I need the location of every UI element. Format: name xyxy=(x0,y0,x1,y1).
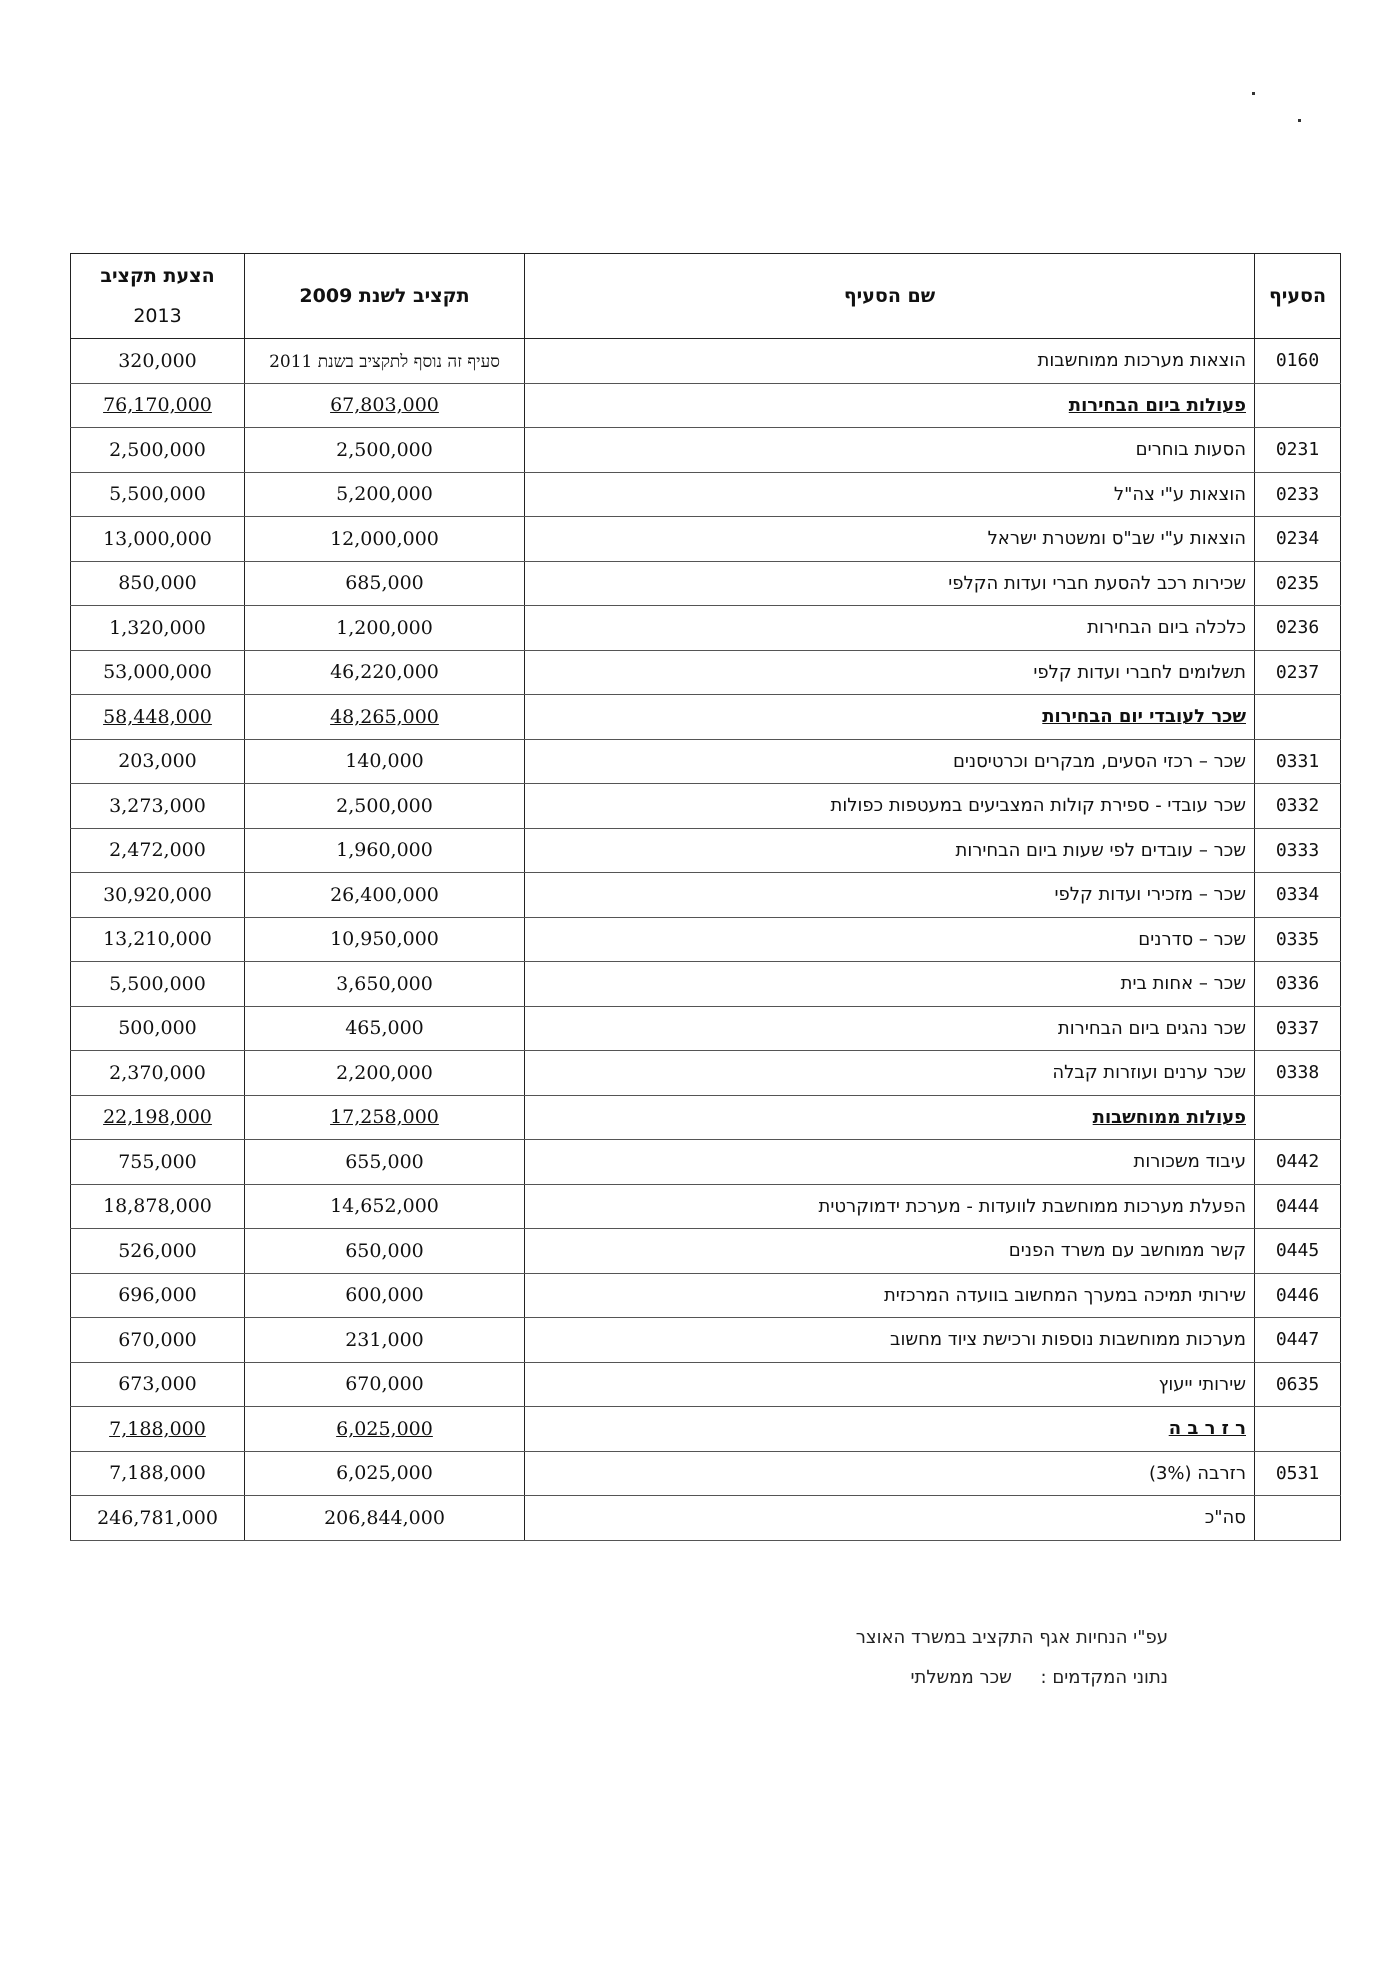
cell-budget-2009: 5,200,000 xyxy=(245,472,525,517)
cell-item-code: 0531 xyxy=(1255,1451,1341,1496)
cell-proposal-2013: 320,000 xyxy=(71,339,245,384)
table-row xyxy=(71,650,1341,695)
cell-item-code: 0444 xyxy=(1255,1184,1341,1229)
cell-proposal-2013: 203,000 xyxy=(71,739,245,784)
cell-item-code: 0237 xyxy=(1255,650,1341,695)
table-row xyxy=(71,784,1341,829)
table-row xyxy=(71,472,1341,517)
scan-mark xyxy=(1298,119,1301,122)
cell-item-code: 0442 xyxy=(1255,1140,1341,1185)
cell-item-code: 0338 xyxy=(1255,1051,1341,1096)
cell-item-code xyxy=(1255,695,1341,740)
cell-item-name: מערכות ממוחשבות נוספות ורכישת ציוד מחשוב xyxy=(525,1318,1255,1363)
table-row xyxy=(71,917,1341,962)
cell-item-code: 0235 xyxy=(1255,561,1341,606)
scan-mark xyxy=(1252,92,1255,95)
cell-item-code: 0447 xyxy=(1255,1318,1341,1363)
cell-item-name: רזרבה (3%) xyxy=(525,1451,1255,1496)
cell-proposal-2013: 696,000 xyxy=(71,1273,245,1318)
cell-budget-2009: 46,220,000 xyxy=(245,650,525,695)
cell-item-name: שכירות רכב להסעת חברי ועדות הקלפי xyxy=(525,561,1255,606)
cell-proposal-2013: 13,000,000 xyxy=(71,517,245,562)
cell-proposal-2013: 7,188,000 xyxy=(71,1407,245,1452)
cell-budget-2009: 670,000 xyxy=(245,1362,525,1407)
cell-budget-2009: 465,000 xyxy=(245,1006,525,1051)
cell-proposal-2013: 5,500,000 xyxy=(71,962,245,1007)
table-row xyxy=(71,1006,1341,1051)
table-row xyxy=(71,873,1341,918)
table-row xyxy=(71,828,1341,873)
cell-budget-2009: 26,400,000 xyxy=(245,873,525,918)
cell-item-name: הפעלת מערכות ממוחשבת לוועדות - מערכת ידמוקרטית xyxy=(525,1184,1255,1229)
cell-budget-2009: 655,000 xyxy=(245,1140,525,1185)
cell-item-code: 0334 xyxy=(1255,873,1341,918)
cell-proposal-2013: 670,000 xyxy=(71,1318,245,1363)
cell-proposal-2013: 2,370,000 xyxy=(71,1051,245,1096)
cell-proposal-2013: 755,000 xyxy=(71,1140,245,1185)
cell-item-name: הוצאות ע"י שב"ס ומשטרת ישראל xyxy=(525,517,1255,562)
footer-coefficients-value: שכר ממשלתי xyxy=(910,1667,1012,1688)
cell-item-code: 0446 xyxy=(1255,1273,1341,1318)
cell-proposal-2013: 2,500,000 xyxy=(71,428,245,473)
cell-item-code: 0231 xyxy=(1255,428,1341,473)
cell-budget-2009: 3,650,000 xyxy=(245,962,525,1007)
table-row xyxy=(71,517,1341,562)
header-proposal-2013-line1: הצעת תקציב xyxy=(100,265,215,287)
table-row xyxy=(71,1229,1341,1274)
cell-item-name: שכר – רכזי הסעים, מבקרים וכרטיסנים xyxy=(525,739,1255,784)
cell-budget-2009: 650,000 xyxy=(245,1229,525,1274)
cell-item-name: שכר – אחות בית xyxy=(525,962,1255,1007)
cell-item-name: סה"כ xyxy=(525,1496,1255,1541)
table-row xyxy=(71,739,1341,784)
table-body xyxy=(71,339,1341,1541)
table-row xyxy=(71,695,1341,740)
table-row xyxy=(71,1095,1341,1140)
cell-item-code: 0331 xyxy=(1255,739,1341,784)
cell-budget-2009: 48,265,000 xyxy=(245,695,525,740)
cell-item-code: 0233 xyxy=(1255,472,1341,517)
cell-item-name: קשר ממוחשב עם משרד הפנים xyxy=(525,1229,1255,1274)
cell-budget-2009: 685,000 xyxy=(245,561,525,606)
cell-proposal-2013: 58,448,000 xyxy=(71,695,245,740)
cell-item-name: שכר – סדרנים xyxy=(525,917,1255,962)
cell-proposal-2013: 2,472,000 xyxy=(71,828,245,873)
cell-item-name: שכר – עובדים לפי שעות ביום הבחירות xyxy=(525,828,1255,873)
cell-item-code: 0337 xyxy=(1255,1006,1341,1051)
cell-budget-2009: 1,960,000 xyxy=(245,828,525,873)
table-row xyxy=(71,962,1341,1007)
cell-budget-2009: 1,200,000 xyxy=(245,606,525,651)
cell-proposal-2013: 76,170,000 xyxy=(71,383,245,428)
table-row xyxy=(71,1051,1341,1096)
cell-item-name: שירותי תמיכה במערך המחשוב בוועדה המרכזית xyxy=(525,1273,1255,1318)
cell-proposal-2013: 3,273,000 xyxy=(71,784,245,829)
cell-item-code: 0335 xyxy=(1255,917,1341,962)
cell-item-name: הוצאות ע"י צה"ל xyxy=(525,472,1255,517)
cell-budget-2009: 67,803,000 xyxy=(245,383,525,428)
cell-item-code: 0236 xyxy=(1255,606,1341,651)
budget-2009-note: סעיף זה נוסף לתקציב בשנת 2011 xyxy=(269,351,500,372)
table-row xyxy=(71,1496,1341,1541)
cell-proposal-2013: 30,920,000 xyxy=(71,873,245,918)
cell-item-name: הוצאות מערכות ממוחשבות xyxy=(525,339,1255,384)
cell-proposal-2013: 53,000,000 xyxy=(71,650,245,695)
cell-budget-2009: 231,000 xyxy=(245,1318,525,1363)
cell-budget-2009: 2,200,000 xyxy=(245,1051,525,1096)
table-row xyxy=(71,1140,1341,1185)
cell-budget-2009: 10,950,000 xyxy=(245,917,525,962)
cell-item-name: שכר לעובדי יום הבחירות xyxy=(525,695,1255,740)
cell-proposal-2013: 1,320,000 xyxy=(71,606,245,651)
table-row xyxy=(71,1184,1341,1229)
cell-proposal-2013: 22,198,000 xyxy=(71,1095,245,1140)
cell-budget-2009: 14,652,000 xyxy=(245,1184,525,1229)
cell-budget-2009: 2,500,000 xyxy=(245,784,525,829)
cell-item-code: 0336 xyxy=(1255,962,1341,1007)
table-row xyxy=(71,1362,1341,1407)
cell-proposal-2013: 5,500,000 xyxy=(71,472,245,517)
cell-budget-2009 xyxy=(245,339,525,384)
table-row xyxy=(71,383,1341,428)
cell-item-code xyxy=(1255,1407,1341,1452)
table-row xyxy=(71,1451,1341,1496)
table-row xyxy=(71,606,1341,651)
footer-guidance: עפ"י הנחיות אגף התקציב במשרד האוצר xyxy=(855,1627,1168,1648)
cell-item-name: שכר עובדי - ספירת קולות המצביעים במעטפות כפולות xyxy=(525,784,1255,829)
cell-budget-2009: 6,025,000 xyxy=(245,1407,525,1452)
cell-item-name: שכר ערנים ועוזרות קבלה xyxy=(525,1051,1255,1096)
table-row xyxy=(71,339,1341,384)
cell-item-code xyxy=(1255,383,1341,428)
cell-proposal-2013: 526,000 xyxy=(71,1229,245,1274)
header-item-name: שם הסעיף xyxy=(525,254,1255,339)
table-row xyxy=(71,428,1341,473)
cell-item-name: שכר – מזכירי ועדות קלפי xyxy=(525,873,1255,918)
cell-item-code: 0445 xyxy=(1255,1229,1341,1274)
table-row xyxy=(71,561,1341,606)
cell-proposal-2013: 18,878,000 xyxy=(71,1184,245,1229)
cell-proposal-2013: 850,000 xyxy=(71,561,245,606)
cell-item-code xyxy=(1255,1496,1341,1541)
cell-item-name: פעולות ביום הבחירות xyxy=(525,383,1255,428)
cell-item-name: ר ז ר ב ה xyxy=(525,1407,1255,1452)
footer-coefficients xyxy=(910,1667,1168,1688)
budget-table xyxy=(70,253,1341,1541)
cell-budget-2009: 140,000 xyxy=(245,739,525,784)
cell-budget-2009: 600,000 xyxy=(245,1273,525,1318)
cell-item-code: 0333 xyxy=(1255,828,1341,873)
cell-budget-2009: 6,025,000 xyxy=(245,1451,525,1496)
cell-proposal-2013: 13,210,000 xyxy=(71,917,245,962)
cell-item-name: עיבוד משכורות xyxy=(525,1140,1255,1185)
cell-item-name: שכר נהגים ביום הבחירות xyxy=(525,1006,1255,1051)
cell-item-name: תשלומים לחברי ועדות קלפי xyxy=(525,650,1255,695)
cell-budget-2009: 2,500,000 xyxy=(245,428,525,473)
table-header-row xyxy=(71,254,1341,339)
cell-item-name: פעולות ממוחשבות xyxy=(525,1095,1255,1140)
table-row xyxy=(71,1407,1341,1452)
table-row xyxy=(71,1273,1341,1318)
cell-budget-2009: 206,844,000 xyxy=(245,1496,525,1541)
cell-proposal-2013: 500,000 xyxy=(71,1006,245,1051)
cell-proposal-2013: 673,000 xyxy=(71,1362,245,1407)
header-item-code: הסעיף xyxy=(1255,254,1341,339)
footer-coefficients-label: נתוני המקדמים : xyxy=(1040,1667,1168,1688)
cell-budget-2009: 12,000,000 xyxy=(245,517,525,562)
cell-proposal-2013: 7,188,000 xyxy=(71,1451,245,1496)
cell-item-name: שירותי ייעוץ xyxy=(525,1362,1255,1407)
cell-item-code: 0332 xyxy=(1255,784,1341,829)
cell-item-code: 0160 xyxy=(1255,339,1341,384)
header-proposal-2013 xyxy=(71,254,245,339)
cell-item-code: 0234 xyxy=(1255,517,1341,562)
cell-item-name: כלכלה ביום הבחירות xyxy=(525,606,1255,651)
cell-item-code: 0635 xyxy=(1255,1362,1341,1407)
cell-proposal-2013: 246,781,000 xyxy=(71,1496,245,1541)
cell-budget-2009: 17,258,000 xyxy=(245,1095,525,1140)
header-budget-2009: תקציב לשנת 2009 xyxy=(245,254,525,339)
header-proposal-2013-line2: 2013 xyxy=(133,305,182,327)
cell-item-code xyxy=(1255,1095,1341,1140)
cell-item-name: הסעות בוחרים xyxy=(525,428,1255,473)
table-row xyxy=(71,1318,1341,1363)
